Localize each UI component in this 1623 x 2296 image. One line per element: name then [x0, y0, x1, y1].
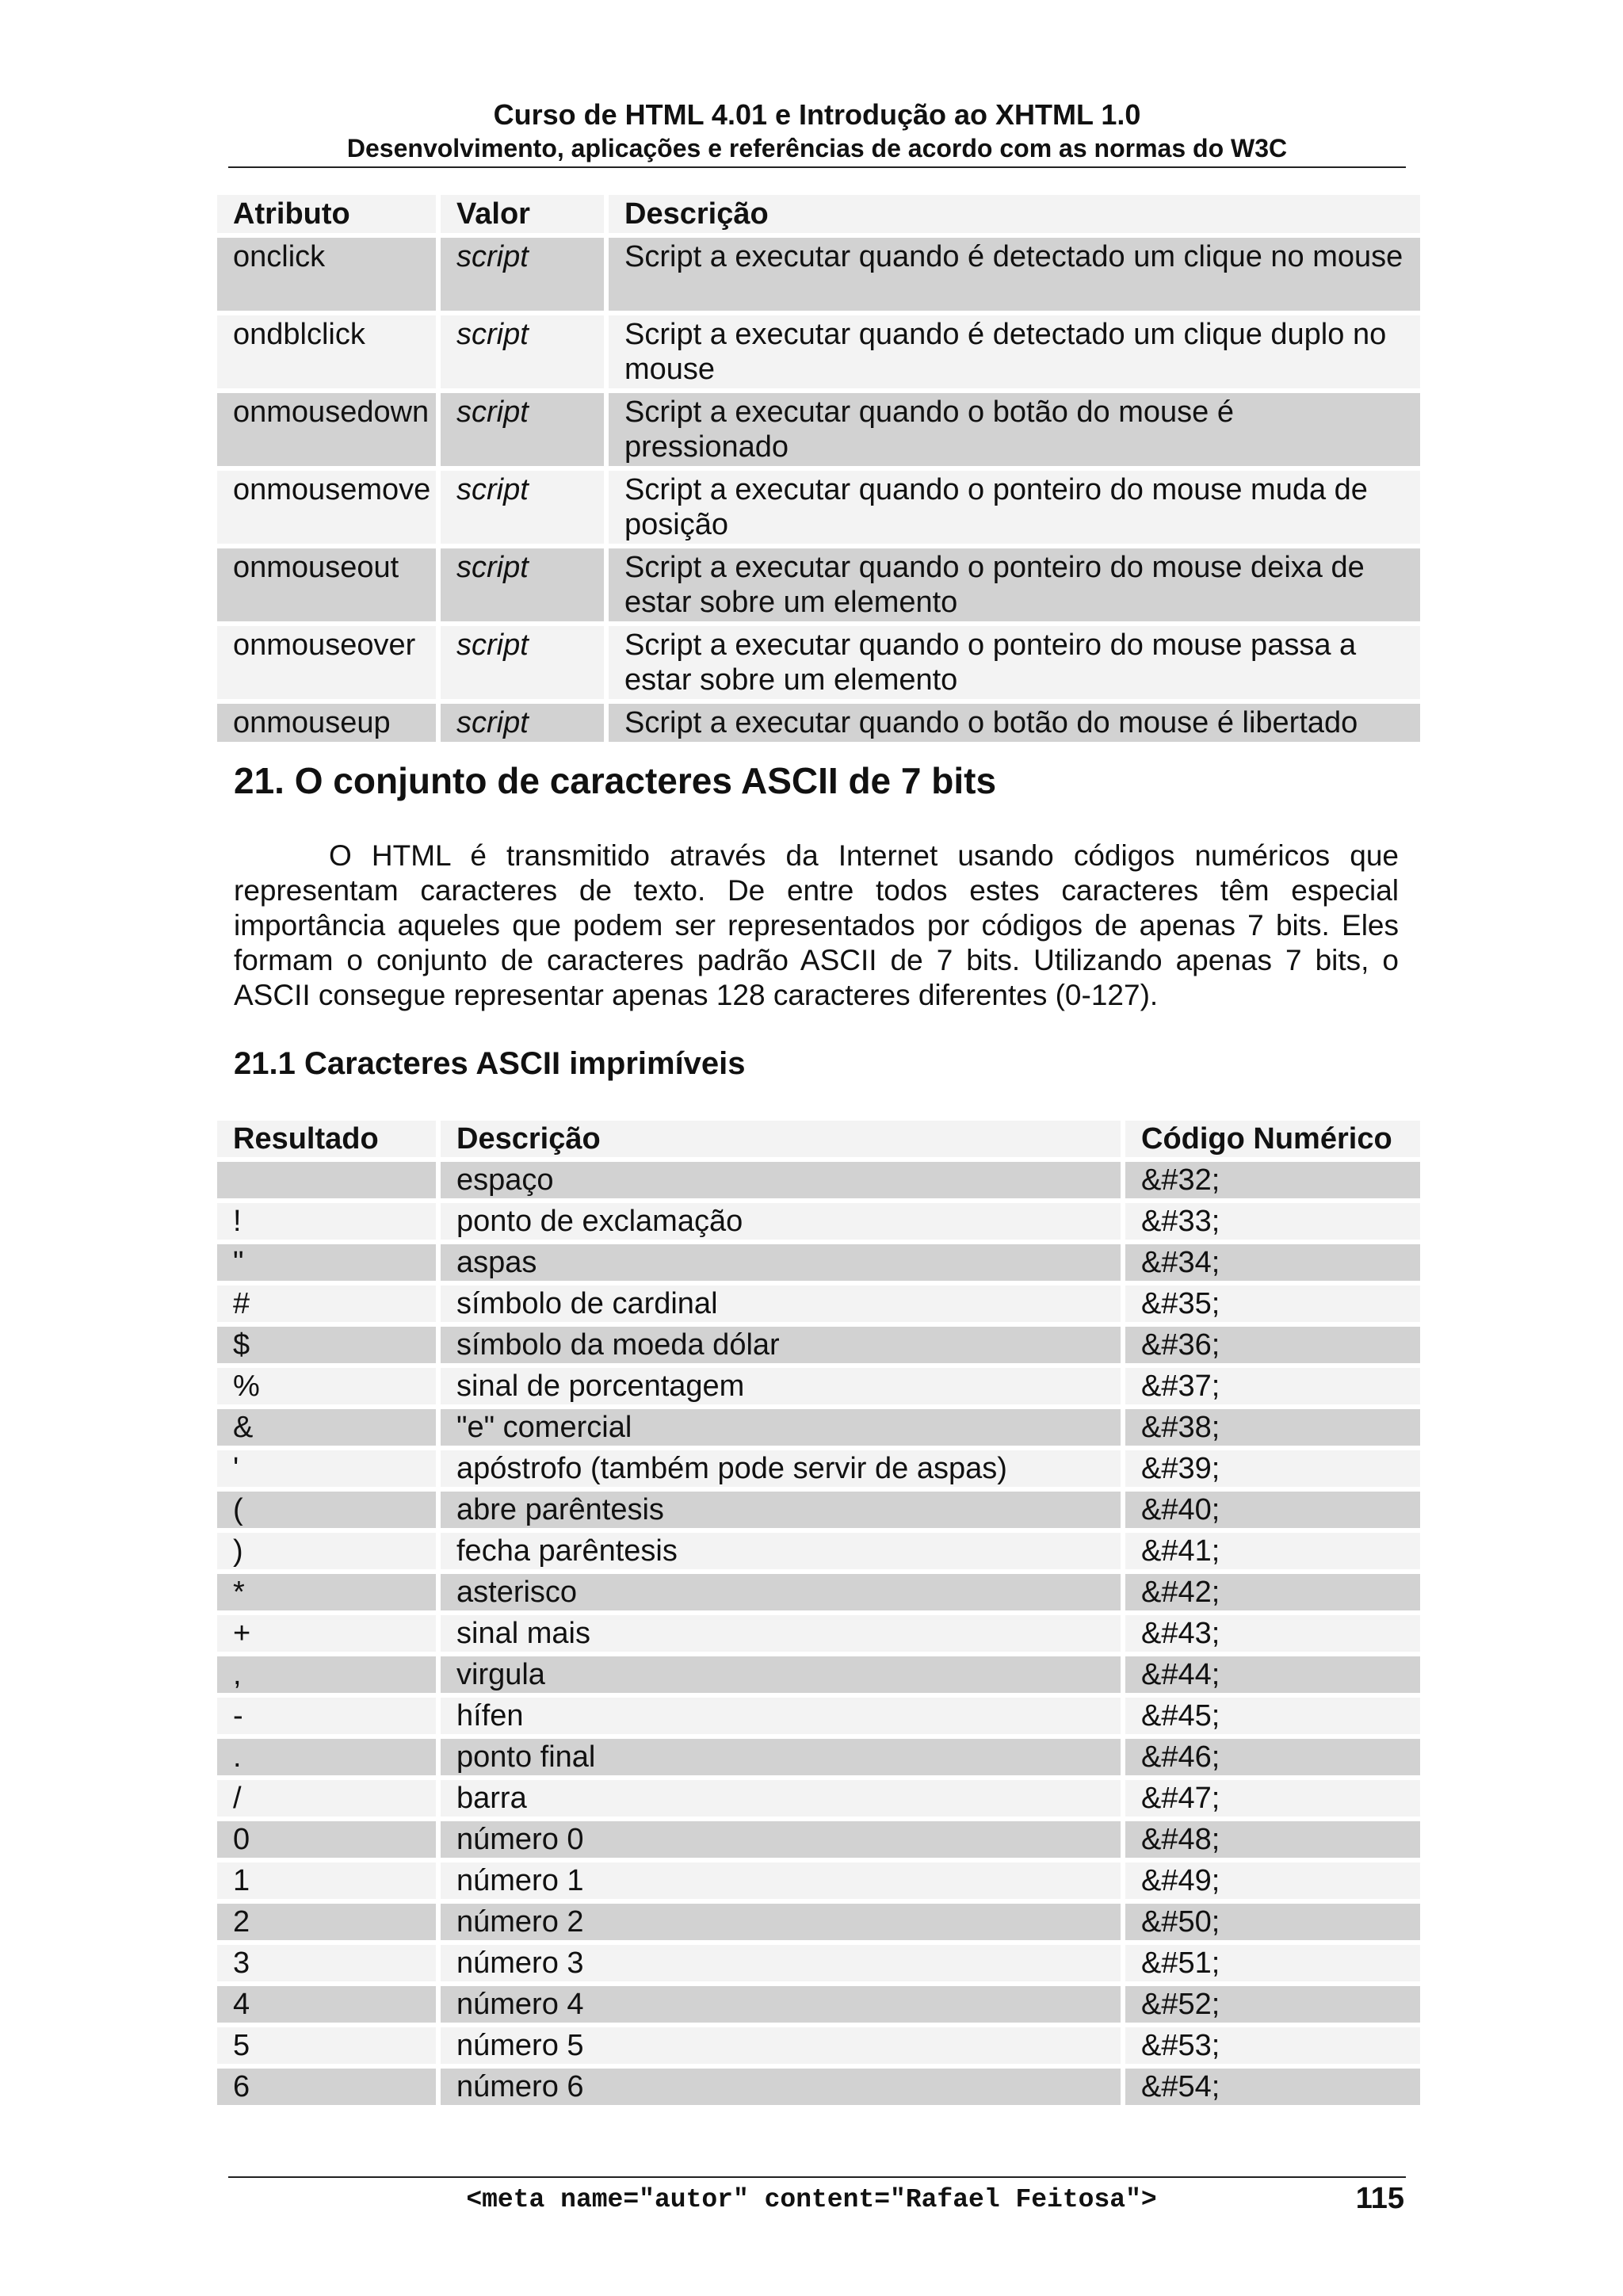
description-cell: "e" comercial	[441, 1409, 1121, 1446]
table-row	[217, 1492, 1420, 1528]
code-cell: &#47;	[1125, 1780, 1420, 1817]
result-cell: -	[217, 1698, 436, 1734]
value-cell: script	[441, 315, 604, 388]
code-cell: &#38;	[1125, 1409, 1420, 1446]
footer-meta: <meta name="autor" content="Rafael Feitosa">	[466, 2185, 1157, 2214]
table-row	[217, 1698, 1420, 1734]
description-cell: asterisco	[441, 1574, 1121, 1610]
header-divider	[228, 166, 1406, 168]
value-cell: script	[441, 626, 604, 699]
result-cell: &	[217, 1409, 436, 1446]
description-cell: Script a executar quando o ponteiro do mouse passa a estar sobre um elemento	[609, 626, 1420, 699]
table-row	[217, 1533, 1420, 1569]
code-cell: &#35;	[1125, 1286, 1420, 1322]
result-cell: 5	[217, 2027, 436, 2064]
table-row	[217, 626, 1420, 699]
description-cell: virgula	[441, 1656, 1121, 1693]
subsection-title: 21.1 Caracteres ASCII imprimíveis	[234, 1046, 746, 1081]
table-row	[217, 1574, 1420, 1610]
result-cell: .	[217, 1739, 436, 1775]
table-row	[217, 471, 1420, 544]
table-row	[217, 1615, 1420, 1652]
description-cell: número 5	[441, 2027, 1121, 2064]
code-cell: &#45;	[1125, 1698, 1420, 1734]
ascii-table-body	[217, 1162, 1420, 2105]
column-header: Atributo	[217, 195, 436, 233]
code-cell: &#36;	[1125, 1327, 1420, 1363]
description-cell: número 1	[441, 1862, 1121, 1899]
column-header: Descrição	[441, 1121, 1121, 1157]
result-cell: 0	[217, 1821, 436, 1858]
table-row	[217, 1739, 1420, 1775]
value-cell: script	[441, 471, 604, 544]
result-cell: !	[217, 1203, 436, 1240]
header-title: Curso de HTML 4.01 e Introdução ao XHTML 1.0	[493, 98, 1141, 131]
description-cell: número 3	[441, 1945, 1121, 1981]
result-cell	[217, 1162, 436, 1198]
description-cell: Script a executar quando é detectado um clique duplo no mouse	[609, 315, 1420, 388]
table-row	[217, 393, 1420, 466]
table-row	[217, 315, 1420, 388]
events-table-header	[217, 195, 1420, 233]
result-cell: 3	[217, 1945, 436, 1981]
table-row	[217, 1409, 1420, 1446]
page-number: 115	[1355, 2182, 1404, 2215]
description-cell: Script a executar quando o botão do mouse é libertado	[609, 704, 1420, 742]
table-row	[217, 1203, 1420, 1240]
table-row	[217, 1286, 1420, 1322]
footer-divider	[228, 2176, 1406, 2178]
code-cell: &#48;	[1125, 1821, 1420, 1858]
description-cell: Script a executar quando o botão do mouse é pressionado	[609, 393, 1420, 466]
code-cell: &#39;	[1125, 1450, 1420, 1487]
table-row	[217, 1986, 1420, 2023]
table-row	[217, 1656, 1420, 1693]
attribute-cell: onmouseover	[217, 626, 436, 699]
code-cell: &#43;	[1125, 1615, 1420, 1652]
description-cell: Script a executar quando o ponteiro do mouse muda de posição	[609, 471, 1420, 544]
description-cell: número 0	[441, 1821, 1121, 1858]
result-cell: 1	[217, 1862, 436, 1899]
attribute-cell: onmouseup	[217, 704, 436, 742]
code-cell: &#32;	[1125, 1162, 1420, 1198]
code-cell: &#50;	[1125, 1904, 1420, 1940]
table-row	[217, 238, 1420, 311]
code-cell: &#33;	[1125, 1203, 1420, 1240]
attribute-cell: onmousemove	[217, 471, 436, 544]
code-cell: &#54;	[1125, 2069, 1420, 2105]
value-cell: script	[441, 238, 604, 311]
attribute-cell: ondblclick	[217, 315, 436, 388]
description-cell: símbolo da moeda dólar	[441, 1327, 1121, 1363]
table-row	[217, 1162, 1420, 1198]
value-cell: script	[441, 393, 604, 466]
result-cell: 4	[217, 1986, 436, 2023]
description-cell: apóstrofo (também pode servir de aspas)	[441, 1450, 1121, 1487]
result-cell: "	[217, 1244, 436, 1281]
section-paragraph: O HTML é transmitido através da Internet usando códigos numéricos que representam caracteres de texto. De entre todos estes caracteres têm especial importância aqueles que podem ser representados por códigos de apenas 7 bits. Eles formam o conjunto de caracteres padrão ASCII de 7 bits. Utilizando apenas 7 bits, o ASCII consegue representar apenas 128 caracteres diferentes (0-127).	[234, 839, 1399, 1011]
result-cell: (	[217, 1492, 436, 1528]
description-cell: sinal de porcentagem	[441, 1368, 1121, 1404]
column-header: Resultado	[217, 1121, 436, 1157]
result-cell: %	[217, 1368, 436, 1404]
description-cell: número 6	[441, 2069, 1121, 2105]
table-row	[217, 1904, 1420, 1940]
description-cell: aspas	[441, 1244, 1121, 1281]
result-cell: 2	[217, 1904, 436, 1940]
result-cell: #	[217, 1286, 436, 1322]
column-header: Descrição	[609, 195, 1420, 233]
description-cell: fecha parêntesis	[441, 1533, 1121, 1569]
result-cell: )	[217, 1533, 436, 1569]
description-cell: abre parêntesis	[441, 1492, 1121, 1528]
section-title: 21. O conjunto de caracteres ASCII de 7 bits	[234, 760, 997, 801]
description-cell: ponto de exclamação	[441, 1203, 1121, 1240]
table-row	[217, 2027, 1420, 2064]
value-cell: script	[441, 548, 604, 621]
code-cell: &#42;	[1125, 1574, 1420, 1610]
table-row	[217, 548, 1420, 621]
description-cell: sinal mais	[441, 1615, 1121, 1652]
attribute-cell: onmousedown	[217, 393, 436, 466]
table-row	[217, 1945, 1420, 1981]
code-cell: &#37;	[1125, 1368, 1420, 1404]
ascii-table	[212, 1116, 1425, 2110]
table-row	[217, 1327, 1420, 1363]
code-cell: &#49;	[1125, 1862, 1420, 1899]
code-cell: &#51;	[1125, 1945, 1420, 1981]
description-cell: símbolo de cardinal	[441, 1286, 1121, 1322]
description-cell: hífen	[441, 1698, 1121, 1734]
description-cell: Script a executar quando o ponteiro do mouse deixa de estar sobre um elemento	[609, 548, 1420, 621]
code-cell: &#41;	[1125, 1533, 1420, 1569]
table-row	[217, 1368, 1420, 1404]
code-cell: &#52;	[1125, 1986, 1420, 2023]
table-row	[217, 1450, 1420, 1487]
code-cell: &#44;	[1125, 1656, 1420, 1693]
table-row	[217, 1862, 1420, 1899]
description-cell: número 4	[441, 1986, 1121, 2023]
table-row	[217, 1821, 1420, 1858]
result-cell: /	[217, 1780, 436, 1817]
ascii-table-header	[217, 1121, 1420, 1157]
result-cell: '	[217, 1450, 436, 1487]
description-cell: barra	[441, 1780, 1121, 1817]
code-cell: &#40;	[1125, 1492, 1420, 1528]
table-row	[217, 704, 1420, 742]
description-cell: ponto final	[441, 1739, 1121, 1775]
description-cell: número 2	[441, 1904, 1121, 1940]
code-cell: &#34;	[1125, 1244, 1420, 1281]
column-header: Código Numérico	[1125, 1121, 1420, 1157]
attribute-cell: onmouseout	[217, 548, 436, 621]
result-cell: 6	[217, 2069, 436, 2105]
header-subtitle: Desenvolvimento, aplicações e referências de acordo com as normas do W3C	[346, 134, 1288, 162]
description-cell: espaço	[441, 1162, 1121, 1198]
table-row	[217, 1780, 1420, 1817]
attribute-cell: onclick	[217, 238, 436, 311]
code-cell: &#53;	[1125, 2027, 1420, 2064]
result-cell: *	[217, 1574, 436, 1610]
description-cell: Script a executar quando é detectado um clique no mouse	[609, 238, 1420, 311]
table-row	[217, 1244, 1420, 1281]
result-cell: ,	[217, 1656, 436, 1693]
value-cell: script	[441, 704, 604, 742]
column-header: Valor	[441, 195, 604, 233]
result-cell: $	[217, 1327, 436, 1363]
code-cell: &#46;	[1125, 1739, 1420, 1775]
result-cell: +	[217, 1615, 436, 1652]
events-table	[212, 190, 1425, 747]
table-row	[217, 2069, 1420, 2105]
